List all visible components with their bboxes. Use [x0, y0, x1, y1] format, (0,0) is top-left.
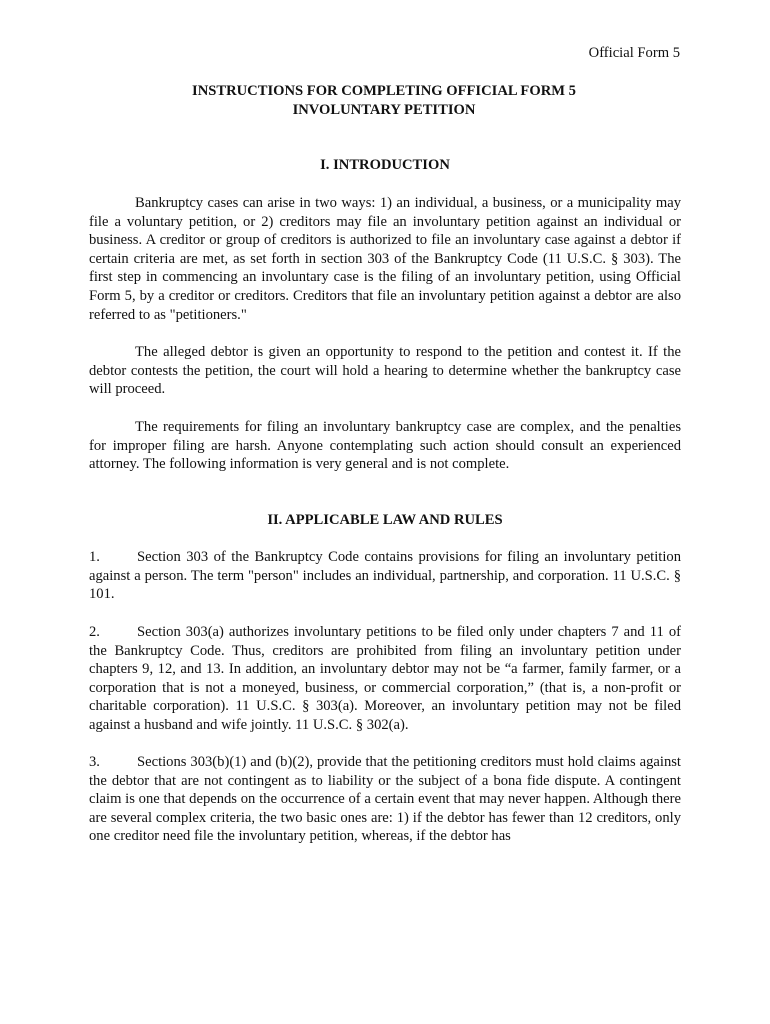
law-item-3 [89, 753, 681, 846]
form-label: Official Form 5 [588, 45, 680, 61]
intro-paragraph-1: Bankruptcy cases can arise in two ways: 1) an individual, a business, or a municipality may file a voluntary petition, or 2) creditors may file an involuntary petition against an individual or business. A creditor or group of creditors is authorized to file an involuntary case against a debtor if certain criteria are met, as set forth in section 303 of the Bankruptcy Code (11 U.S.C. § 303). The first step in commencing an involuntary case is the filing of an involuntary petition, using Official Form 5, by a creditor or creditors. Creditors that file an involuntary petition against a debtor are also referred to as "petitioners." [89, 195, 681, 323]
law-item-number: 2. [89, 624, 100, 640]
intro-paragraph-3: The requirements for filing an involuntary bankruptcy case are complex, and the penalties for improper filing are harsh. Anyone contemplating such action should consult an experienced attorney. The following information is very general and is not complete. [89, 419, 681, 473]
document-title [0, 82, 770, 120]
title-line-2: INVOLUNTARY PETITION [292, 102, 476, 118]
section-heading-introduction: I. INTRODUCTION [320, 157, 450, 173]
law-item-number: 1. [89, 549, 100, 565]
law-item-1 [89, 548, 681, 604]
law-item-text: Sections 303(b)(1) and (b)(2), provide that the petitioning creditors must hold claims against the debtor that are not contingent as to liability or the subject of a bona fide dispute. A contingent claim is one that depends on the occurrence of a certain event that may never happen. Although there are several complex criteria, the two basic ones are: 1) if the debtor has fewer than 12 creditors, only one creditor need file the involuntary petition, whereas, if the debtor has [89, 754, 681, 845]
law-item-text: Section 303 of the Bankruptcy Code contains provisions for filing an involuntary petition against a person. The term "person" includes an individual, partnership, and corporation. 11 U.S.C. § 101. [89, 549, 681, 603]
intro-paragraph-2: The alleged debtor is given an opportunity to respond to the petition and contest it. If the debtor contests the petition, the court will hold a hearing to determine whether the bankruptcy case will proceed. [89, 344, 681, 398]
law-item-text: Section 303(a) authorizes involuntary petitions to be filed only under chapters 7 and 11 of the Bankruptcy Code. Thus, creditors are prohibited from filing an involuntary petition under chapters 9, 12, and 13. In addition, an involuntary debtor may not be “a farmer, family farmer, or a corporation that is not a moneyed, business, or commercial corporation,” (that is, a non-profit or charitable corporation). 11 U.S.C. § 303(a). Moreover, an involuntary petition may not be filed against a husband and wife jointly. 11 U.S.C. § 302(a). [89, 624, 681, 733]
law-item-number: 3. [89, 754, 100, 770]
law-item-2 [89, 623, 681, 735]
title-line-1: INSTRUCTIONS FOR COMPLETING OFFICIAL FORM 5 [192, 83, 576, 99]
section-heading-applicable-law: II. APPLICABLE LAW AND RULES [267, 512, 503, 528]
